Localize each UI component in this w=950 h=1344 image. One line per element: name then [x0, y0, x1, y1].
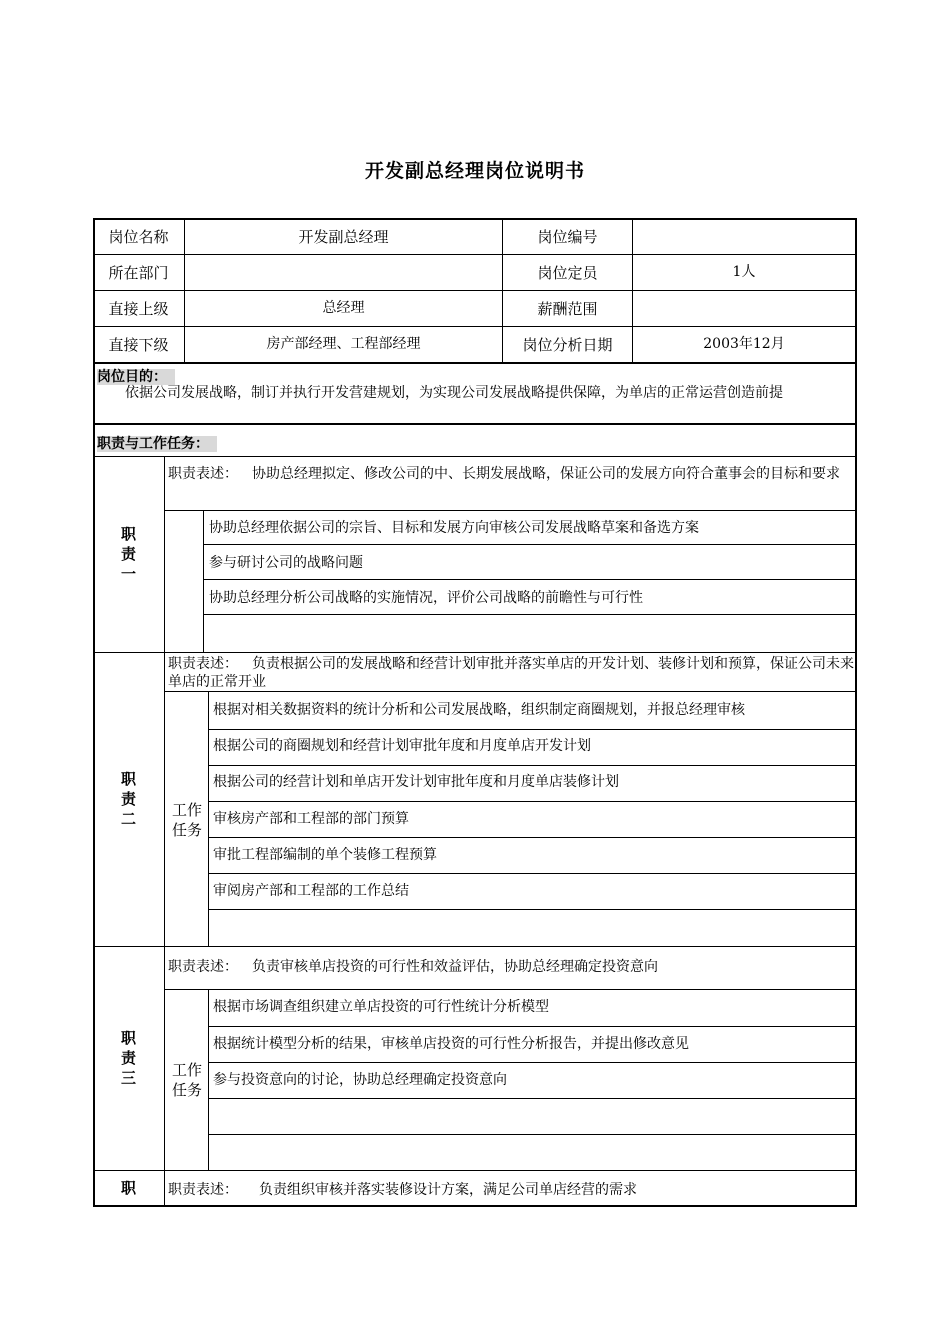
- grid-line: [208, 1062, 857, 1063]
- duty-3-task-1: 根据市场调查组织建立单店投资的可行性统计分析模型: [213, 999, 549, 1015]
- grid-line: [203, 510, 204, 652]
- table-border-right: [855, 218, 857, 1207]
- department-label: 所在部门: [108, 263, 169, 282]
- analysis-date-value: 2003年12月: [703, 336, 785, 353]
- duty-3-task-label: 工作任务: [171, 1061, 202, 1099]
- grid-line: [93, 456, 857, 457]
- duty-3-task-2: 根据统计模型分析的结果，审核单店投资的可行性分析报告，并提出修改意见: [213, 1036, 689, 1052]
- grid-line: [93, 652, 857, 653]
- subordinate-value: 房产部经理、工程部经理: [266, 336, 421, 353]
- grid-line: [208, 729, 857, 730]
- headcount-value: 1人: [732, 264, 756, 281]
- department-value: [185, 254, 502, 291]
- headcount-label: 岗位定员: [537, 263, 598, 282]
- position-name-label: 岗位名称: [108, 227, 169, 246]
- grid-line: [203, 614, 857, 615]
- superior-value: 总经理: [322, 300, 365, 317]
- grid-line: [208, 873, 857, 874]
- superior-label: 直接上级: [108, 299, 169, 318]
- grid-line: [93, 946, 857, 947]
- duty-1-statement: 职责表述： 协助总经理拟定、修改公司的中、长期发展战略，保证公司的发展方向符合董事会的目标和要求: [168, 466, 840, 482]
- duty-2-task-5: 审批工程部编制的单个装修工程预算: [213, 847, 437, 863]
- duty-1-task-1: 协助总经理依据公司的宗旨、目标和发展方向审核公司发展战略草案和备选方案: [209, 520, 699, 536]
- duty-4-label: 职: [120, 1179, 136, 1197]
- grid-line: [208, 909, 857, 910]
- analysis-date-label: 岗位分析日期: [522, 335, 613, 354]
- grid-line: [203, 579, 857, 580]
- grid-line: [208, 1098, 857, 1099]
- grid-line: [164, 989, 857, 990]
- position-code-label: 岗位编号: [537, 227, 598, 246]
- duty-2-task-3: 根据公司的经营计划和单店开发计划审批年度和月度单店装修计划: [213, 774, 619, 790]
- salary-range-label: 薪酬范围: [537, 299, 598, 318]
- duty-1-task-2: 参与研讨公司的战略问题: [209, 555, 363, 571]
- grid-line: [203, 544, 857, 545]
- position-name-value: 开发副总经理: [298, 227, 389, 246]
- duty-2-statement: 职责表述： 负责根据公司的发展战略和经营计划审批并落实单店的开发计划、装修计划和预算，保证公司未来单店的正常开业: [168, 656, 854, 690]
- grid-line: [208, 989, 209, 1170]
- grid-line: [164, 510, 857, 511]
- grid-line: [208, 765, 857, 766]
- duty-2-task-6: 审阅房产部和工程部的工作总结: [213, 883, 409, 899]
- duty-2-label: 职 责 二: [120, 770, 136, 828]
- grid-line: [208, 1134, 857, 1135]
- duty-1-label: 职 责 一: [120, 525, 136, 583]
- grid-line: [208, 801, 857, 802]
- salary-range-value: [633, 290, 855, 327]
- job-description-table: [93, 218, 857, 1207]
- duty-1-task-3: 协助总经理分析公司战略的实施情况，评价公司战略的前瞻性与可行性: [209, 590, 643, 606]
- duty-2-task-1: 根据对相关数据资料的统计分析和公司发展战略，组织制定商圈规划，并报总经理审核: [213, 702, 745, 718]
- grid-line: [208, 1026, 857, 1027]
- position-code-value: [633, 218, 855, 255]
- page-title: 开发副总经理岗位说明书: [364, 160, 585, 182]
- grid-line: [93, 423, 857, 425]
- duties-heading: 职责与工作任务：: [97, 433, 217, 453]
- duty-4-statement: 职责表述： 负责组织审核并落实装修设计方案，满足公司单店经营的需求: [168, 1182, 637, 1198]
- grid-line: [164, 691, 857, 692]
- duty-3-label: 职 责 三: [120, 1029, 136, 1087]
- duty-2-task-4: 审核房产部和工程部的部门预算: [213, 811, 409, 827]
- purpose-text: 依据公司发展战略，制订并执行开发营建规划，为实现公司发展战略提供保障，为单店的正常运营创造前提: [125, 385, 783, 401]
- table-border-bottom: [93, 1205, 857, 1207]
- purpose-heading: 岗位目的：: [97, 366, 175, 386]
- grid-line: [164, 456, 165, 1206]
- grid-line: [208, 837, 857, 838]
- duty-2-task-2: 根据公司的商圈规划和经营计划审批年度和月度单店开发计划: [213, 738, 591, 754]
- subordinate-label: 直接下级: [108, 335, 169, 354]
- duty-3-task-3: 参与投资意向的讨论，协助总经理确定投资意向: [213, 1072, 507, 1088]
- duty-2-task-label: 工作任务: [171, 801, 202, 839]
- duty-3-statement: 职责表述： 负责审核单店投资的可行性和效益评估，协助总经理确定投资意向: [168, 959, 658, 975]
- grid-line: [93, 1170, 857, 1171]
